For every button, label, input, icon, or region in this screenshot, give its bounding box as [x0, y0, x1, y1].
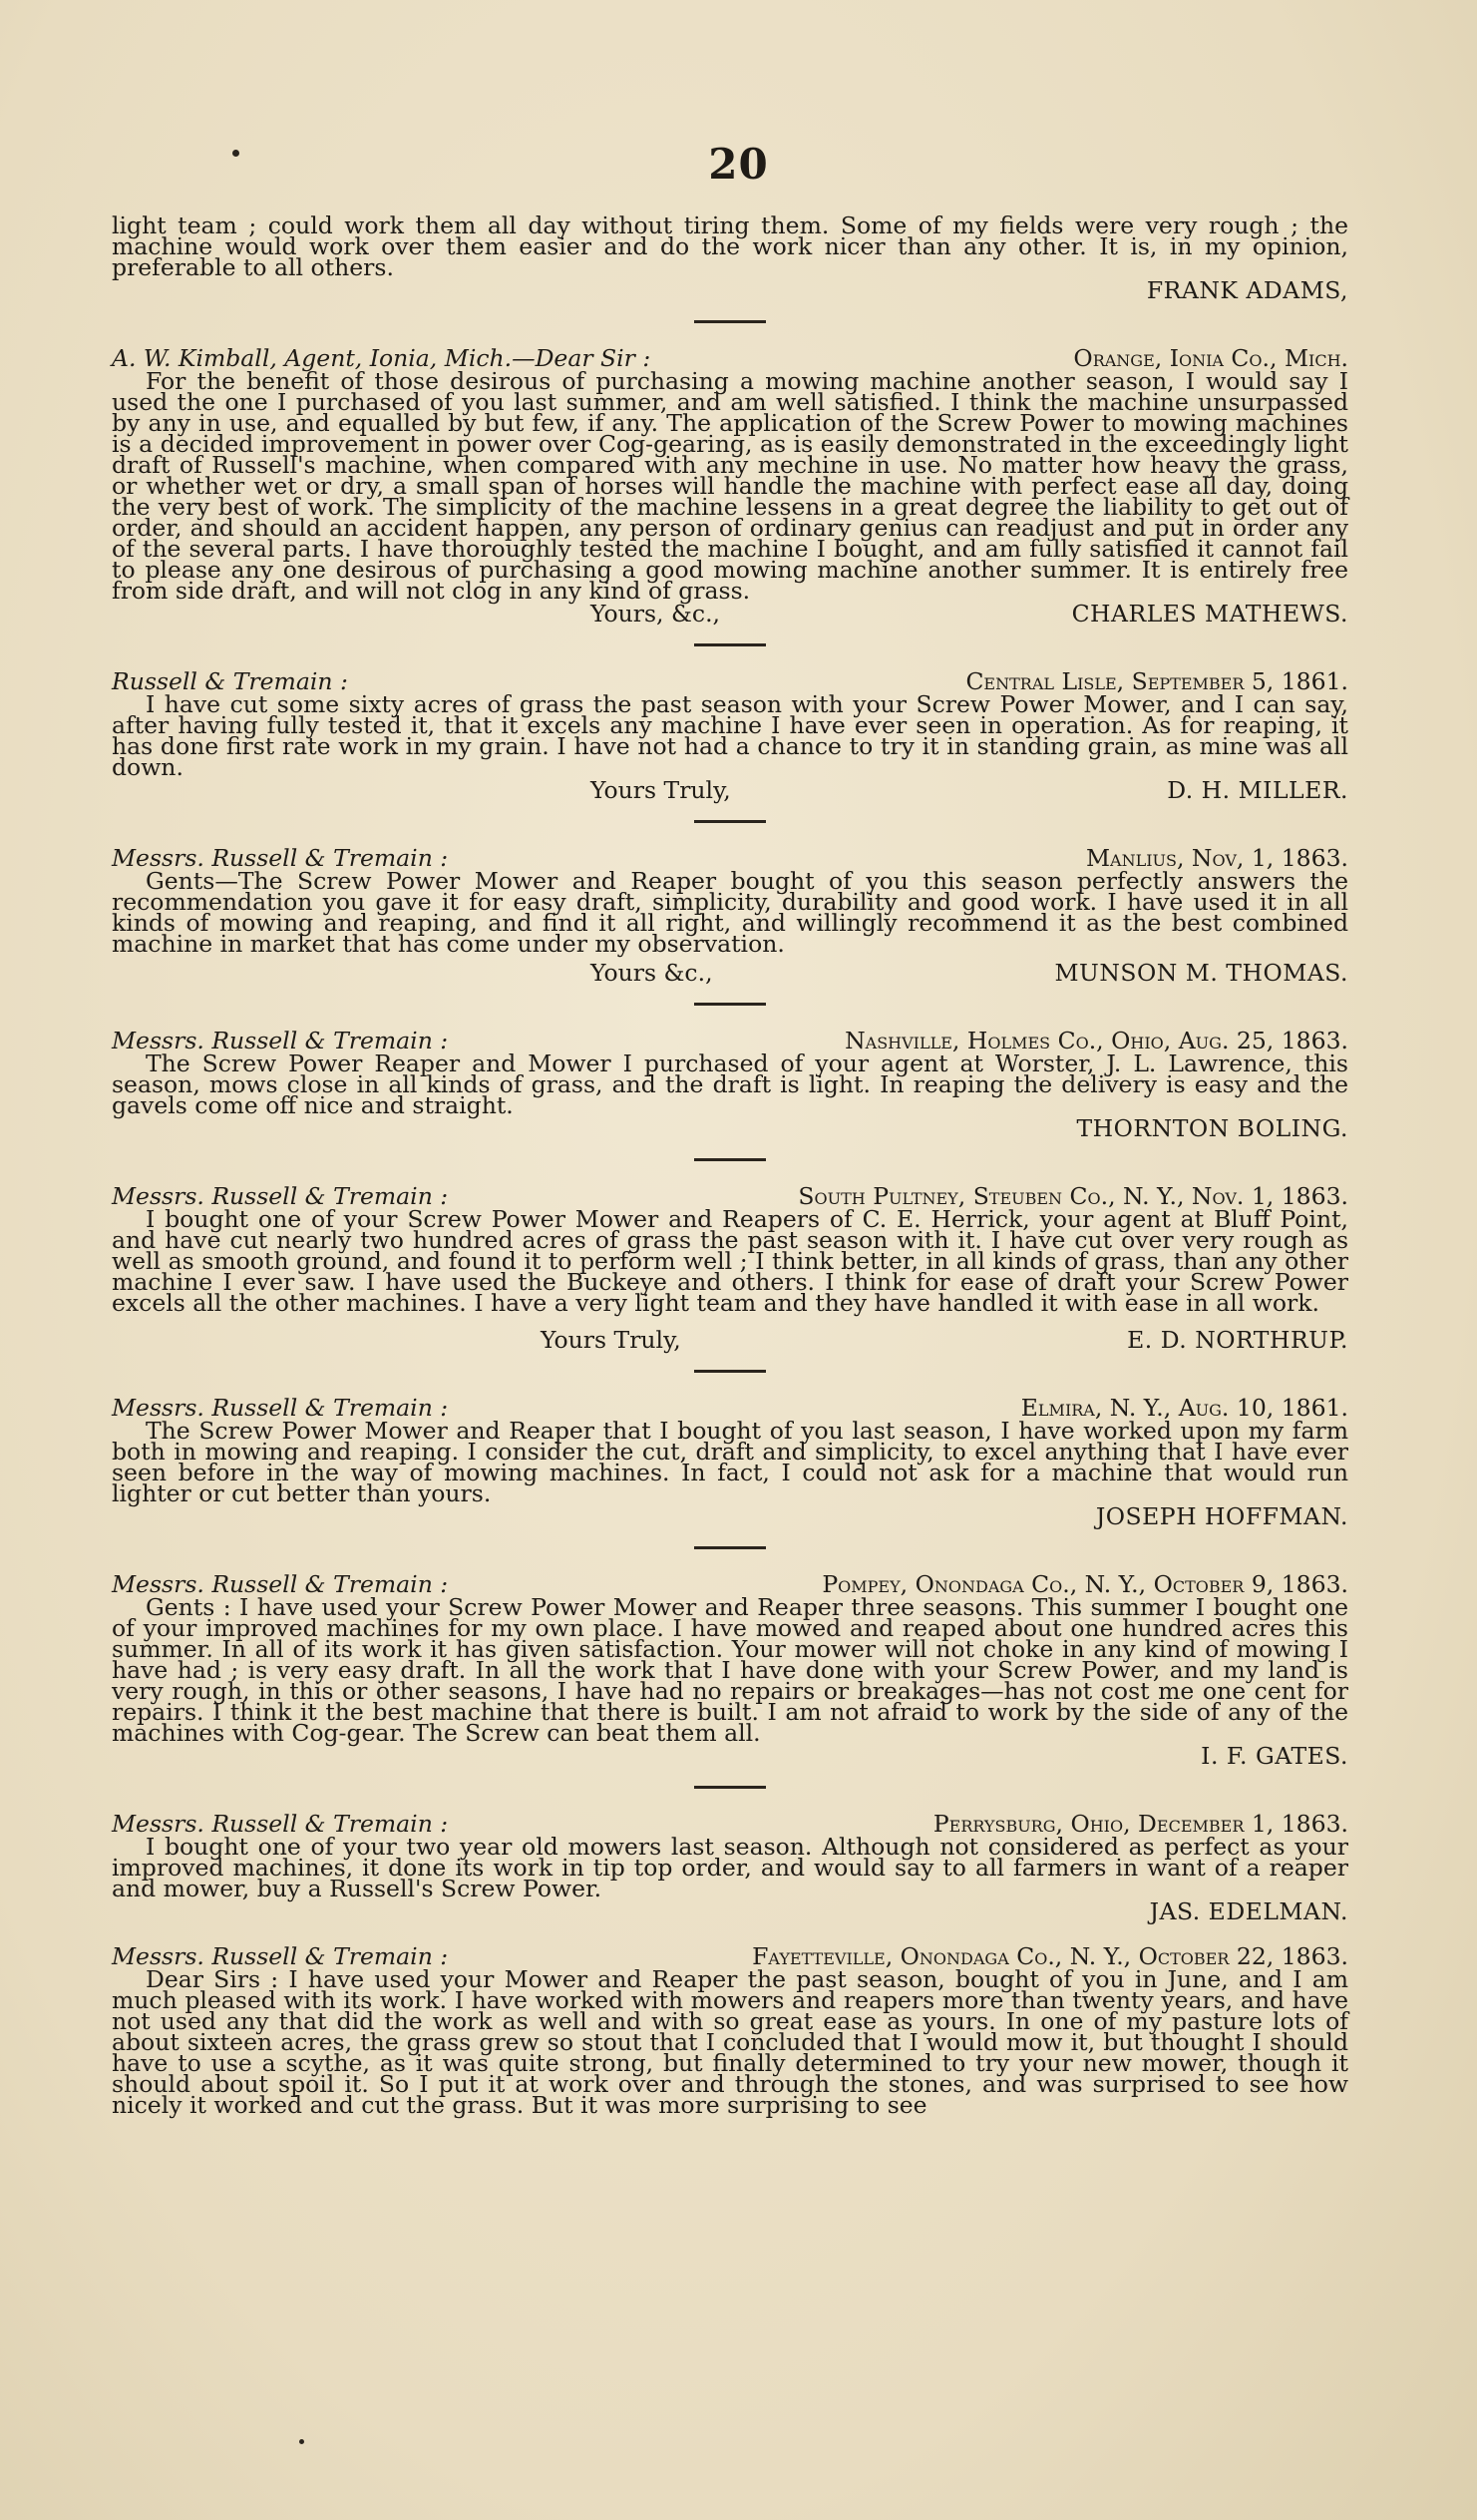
- letter-place-date: Orange, Ionia Co., Mich.: [1073, 344, 1348, 372]
- testimonial-letter: [112, 1028, 1348, 1140]
- section-divider: [694, 1370, 766, 1373]
- letter-body: For the benefit of those desirous of purchasing a mowing machine another season, I would say I used the one I purchased of you last summer, and am well satisfied. I think the machine unsurpassed by any in use, and equalled by but few, if any. The application of the Screw Power to mowing machines is a decided improvement in power over Cog-gearing, as is easily demonstrated in the exceedingly light draft of Russell's machine, when compared with any mechine in use. No matter how heavy the grass, or whether wet or dry, a small span of horses will handle the machine with perfect ease all day, doing the very best of work. The simplicity of the machine lessens in a great degree the liability to get out of order, and should an accident happen, any person of ordinary genius can readjust and put in order any of the several parts. I have thoroughly tested the machine I bought, and am fully satisfied it cannot fail to please any one desirous of purchasing a good mowing machine another summer. It is entirely free from side draft, and will not clog in any kind of grass.: [112, 367, 1348, 605]
- section-divider: [694, 1158, 766, 1161]
- testimonial-letter: [112, 1942, 1348, 2119]
- letter-signature: THORNTON BOLING.: [1076, 1114, 1348, 1142]
- letter-signature: I. F. GATES.: [1201, 1742, 1348, 1770]
- letter-signature: FRANK ADAMS,: [1146, 276, 1348, 304]
- section-divider: [694, 820, 766, 823]
- section-divider: [694, 1546, 766, 1549]
- testimonial-letter: [112, 845, 1348, 985]
- letter-salutation: Messrs. Russell & Tremain :: [112, 1810, 449, 1838]
- testimonial-letter: [112, 1183, 1348, 1352]
- section-divider: [694, 1003, 766, 1006]
- letter-salutation: Messrs. Russell & Tremain :: [112, 1182, 449, 1210]
- letter-salutation: Russell & Tremain :: [112, 667, 348, 695]
- letter-body: Gents—The Screw Power Mower and Reaper bought of you this season perfectly answers the recommendation you gave it for easy draft, simplicity, durability and good work. I have used it in all kinds of mowing and reaping, and find it all right, and willingly recommend it as the best combined machine in market that has come under my observation.: [112, 867, 1348, 958]
- testimonial-letter: [112, 1811, 1348, 1923]
- letter-closing: Yours, &c.,: [590, 600, 721, 628]
- letter-place-date: Elmira, N. Y., Aug. 10, 1861.: [1020, 1394, 1348, 1422]
- letter-closing-line: [112, 961, 1348, 985]
- letter-body: I have cut some sixty acres of grass the past season with your Screw Power Mower, and I can say, after having fully tested it, that it excels any machine I have ever seen in operation. As for reaping, it has done first rate work in my grain. I have not had a chance to try it in standing grain, as mine was all down.: [112, 690, 1348, 781]
- testimonial-letter: [112, 1395, 1348, 1528]
- testimonial-letter: [112, 668, 1348, 802]
- letter-signature: MUNSON M. THOMAS.: [1054, 959, 1348, 987]
- letter-place-date: Fayetteville, Onondaga Co., N. Y., October 22, 1863.: [752, 1942, 1348, 1970]
- letter-salutation: Messrs. Russell & Tremain :: [112, 1570, 449, 1598]
- letter-signature: CHARLES MATHEWS.: [1071, 600, 1348, 628]
- letter-body: Gents : I have used your Screw Power Mower and Reaper three seasons. This summer I bought one of your improved machines for my own place. I have mowed and reaped about one hundred acres this summer. In all of its work it has given satisfaction. Your mower will not choke in any kind of mowing I have had ; is very easy draft. In all the work that I have done with your Screw Power, and my land is very rough, in this or other seasons, I have had no repairs or breakages—has not cost me one cent for repairs. I think it the best machine that there is built. I am not afraid to work by the side of any of the machines with Cog-gear. The Screw can beat them all.: [112, 1593, 1348, 1747]
- section-divider: [694, 320, 766, 323]
- letter-signature: JAS. EDELMAN.: [1149, 1897, 1348, 1925]
- letter-salutation: Messrs. Russell & Tremain :: [112, 844, 449, 872]
- letter-place-date: Pompey, Onondaga Co., N. Y., October 9, 1863.: [822, 1570, 1348, 1598]
- letter-body: light team ; could work them all day without tiring them. Some of my fields were very rough ; the machine would work over them easier and do the work nicer than any other. It is, in my opinion, preferable to all others.: [112, 211, 1348, 281]
- section-divider: [694, 643, 766, 646]
- letter-closing: Yours Truly,: [541, 1326, 681, 1354]
- letter-signature: D. H. MILLER.: [1167, 776, 1348, 804]
- letter-body: The Screw Power Reaper and Mower I purchased of your agent at Worster, J. L. Lawrence, this season, mows close in all kinds of grass, and the draft is light. In reaping the delivery is easy and the gavels come off nice and straight.: [112, 1050, 1348, 1119]
- letter-closing: Yours &c.,: [590, 959, 713, 987]
- letter-closing-line: [112, 778, 1348, 802]
- letter-place-date: Perrysburg, Ohio, December 1, 1863.: [932, 1810, 1348, 1838]
- letter-signature: E. D. NORTHRUP.: [1127, 1326, 1348, 1354]
- letter-place-date: Manlius, Nov, 1, 1863.: [1085, 844, 1348, 872]
- letter-signature: JOSEPH HOFFMAN.: [1095, 1502, 1348, 1530]
- letter-closing-line: [112, 1328, 1348, 1352]
- page-number: 20: [708, 140, 769, 189]
- letter-body: The Screw Power Mower and Reaper that I bought of you last season, I have worked upon my farm both in mowing and reaping. I consider the cut, draft and simplicity, to excel anything that I have ever seen before in the way of mowing machines. In fact, I could not ask for a machine that would run lighter or cut better than yours.: [112, 1417, 1348, 1507]
- testimonial-letter: [112, 345, 1348, 626]
- letter-body: I bought one of your two year old mowers last season. Although not considered as perfect as your improved machines, it done its work in tip top order, and would say to all farmers in want of a reaper and mower, buy a Russell's Screw Power.: [112, 1833, 1348, 1902]
- section-divider: [694, 1786, 766, 1789]
- ink-speck: [299, 2439, 304, 2444]
- letter-place-date: Central Lisle, September 5, 1861.: [965, 667, 1348, 695]
- letter-closing-line: [112, 602, 1348, 626]
- letter-salutation: Messrs. Russell & Tremain :: [112, 1027, 449, 1054]
- letter-salutation: Messrs. Russell & Tremain :: [112, 1942, 449, 1970]
- page-content: [112, 211, 1348, 2119]
- letter-salutation: Messrs. Russell & Tremain :: [112, 1394, 449, 1422]
- letter-salutation: A. W. Kimball, Agent, Ionia, Mich.—Dear Sir :: [112, 344, 651, 372]
- letter-body: I bought one of your Screw Power Mower and Reapers of C. E. Herrick, your agent at Bluff Point, and have cut nearly two hundred acres of grass the past season with it. I have cut over very rough as well as smooth ground, and found it to perform well ; I think better, in all kinds of grass, than any other machine I ever saw. I have used the Buckeye and others. I think for ease of draft your Screw Power excels all the other machines. I have a very light team and they have handled it with ease in all work.: [112, 1205, 1348, 1317]
- letter-closing: Yours Truly,: [590, 776, 731, 804]
- testimonial-letter: [112, 1571, 1348, 1768]
- letter-place-date: Nashville, Holmes Co., Ohio, Aug. 25, 1863.: [845, 1027, 1348, 1054]
- continued-letter: [112, 211, 1348, 304]
- letter-place-date: South Pultney, Steuben Co., N. Y., Nov. 1, 1863.: [798, 1182, 1348, 1210]
- letter-body: Dear Sirs : I have used your Mower and Reaper the past season, bought of you in June, and I am much pleased with its work. I have worked with mowers and reapers more than twenty years, and have not used any that did the work as well and with so great ease as yours. In one of my pasture lots of about sixteen acres, the grass grew so stout that I concluded that I would mow it, but thought I should have to use a scythe, as it was quite strong, but finally determined to try your new mower, though it should about spoil it. So I put it at work over and through the stones, and was surprised to see how nicely it worked and cut the grass. But it was more surprising to see: [112, 1965, 1348, 2119]
